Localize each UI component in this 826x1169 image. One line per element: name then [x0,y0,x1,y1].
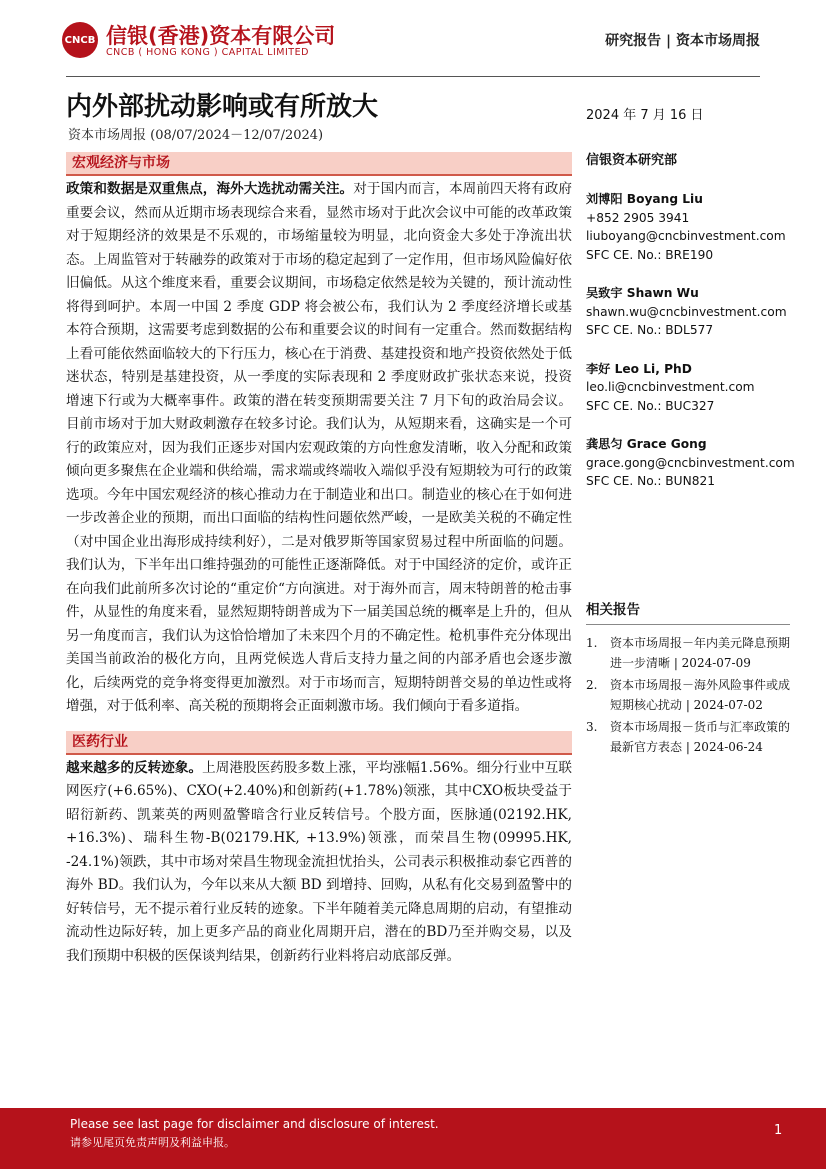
footer-disclaimer-en: Please see last page for disclaimer and disclosure of interest. [70,1117,439,1131]
analyst-card [586,360,786,416]
analyst-name: 李好 Leo Li, PhD [586,361,692,376]
page-title: 内外部扰动影响或有所放大 [66,92,379,122]
analyst-card [586,190,786,264]
research-department: 信银资本研究部 [586,153,678,168]
related-report-text: 资本市场周报－海外风险事件或成短期核心扰动 | 2024-07-02 [610,678,791,712]
analyst-name: 刘博阳 Boyang Liu [586,192,703,206]
paragraph-body: 上周港股医药股多数上涨，平均涨幅1.56%。细分行业中互联网医疗(+6.65%)、CXO(+2.40%)和创新药(+1.78%)领涨，其中CXO板块受益于昭衍新药、凯莱英的两则盈警暗含行业反转信号。个股方面，医脉通(02192.HK, +16.3%)、瑞科生物-B(02179.HK, +13.9%)领涨，而荣昌生物(09995.HK, -24.1%)领跌，其中市场对荣昌生物现金流担忧抬头，公司表示积极推动泰它西普的海外 BD。我们认为，今年以来从大额 BD 到增持、回购，从私有化交易到盈警中的好转信号，无不提示着行业反转的迹象。下半年随着美元降息周期的启动，有望推动流动性边际好转，加上更多产品的商业化周期开启，潜在的BD乃至并购交易，以及我们预期中积极的医保谈判结果，创新药行业料将启动底部反弹。 [66,759,572,964]
section-heading: 医药行业 [66,731,572,755]
analyst-sfc: SFC CE. No.: BUN821 [586,474,715,488]
analyst-sfc: SFC CE. No.: BDL577 [586,323,714,337]
related-report-item[interactable] [586,633,790,673]
related-reports [586,598,790,759]
analyst-sfc: SFC CE. No.: BUC327 [586,398,715,413]
paragraph-body: 对于国内而言，本周前四天将有政府重要会议，然而从近期市场表现综合来看，显然市场对于此次会议中可能的改革政策对于短期经济的效果是不乐观的，市场缩量较为明显，北向资金大多处于净流出状态。上周监管对于转融券的政策对于市场的稳定起到了一定作用，但市场风险偏好依旧偏低。从这个维度来看，重要会议期间，市场稳定依然是较为关键的，预计流动性将得到呵护。本周一中国 2 季度 GDP 将会被公布，我们认为 2 季度经济增长或基本符合预期，这需要考虑到数据的公布和重要会议的时间有一定重合。然而数据结构上看可能依然面临较大的下行压力，核心在于消费、基建投资和地产投资依然处于低迷状态，特别是基建投资，从一季度的实际表现和 2 季度财政扩张状态来说，投资增速下行或为大概率事件。政策的潜在转变预期需要关注 7 月下旬的政治局会议。目前市场对于加大财政刺激存在较多讨论。我们认为，从短期来看，这确实是一个可行的政策应对，因为我们正逐步对国内宏观政策的方向性愈发清晰，收入分配和政策倾向更多聚焦在企业端和供给端，需求端或终端收入端似乎没有短期较为可行的政策选项。今年中国宏观经济的核心推动力在于制造业和出口。制造业的核心在于如何进一步改善企业的预期，而出口面临的结构性问题依然严峻，一是欧美关税的不确定性（对中国企业出海形成持续利好），二是对俄罗斯等国家贸易过程中所面临的问题。我们认为，下半年出口维持强劲的可能性正逐渐降低。对于中国经济的定价，或许正在向我们此前所多次讨论的“重定价“方向演进。对于海外而言，周末特朗普的枪击事件，从显性的角度来看，显然短期特朗普成为下一届美国总统的概率是上升的，但从另一角度而言，我们认为这恰恰增加了未来四个月的不确定性。枪机事件充分体现出美国当前政治的极化方向，且两党候选人背后支持力量之间的内部矛盾也会逐步激化，后续两党的竞争将变得更加激烈。对于市场而言，短期特朗普交易的单边性或将增强，对于低利率、高关税的预期将会正面刺激市场。我们倾向于看多道指。 [66,181,573,714]
section-heading: 宏观经济与市场 [66,152,572,176]
analyst-name: 龚思匀 Grace Gong [586,437,707,451]
list-number: 3. [586,720,598,734]
list-number: 1. [586,636,598,650]
analyst-email[interactable]: grace.gong@cncbinvestment.com [586,455,795,470]
list-number: 2. [586,678,598,692]
report-date: 2024 年 7 月 16 日 [586,108,704,123]
paragraph-lead: 政策和数据是双重焦点，海外大选扰动需关注。 [66,181,354,197]
footer-disclaimer-cn: 请参见尾页免责声明及利益申报。 [70,1136,235,1149]
header-divider [66,76,760,77]
main-content [66,152,572,968]
logo-chinese-name: 信银(香港)资本有限公司 [106,24,336,48]
analyst-name: 吴致宇 Shawn Wu [586,286,699,300]
analyst-email[interactable]: leo.li@cncbinvestment.com [586,380,755,394]
sidebar [586,104,795,511]
related-reports-list [586,633,790,757]
page-footer [0,1108,826,1169]
section-paragraph [66,178,572,719]
analyst-email[interactable]: shawn.wu@cncbinvestment.com [586,304,787,319]
related-report-item[interactable] [586,717,790,757]
company-logo [62,20,336,60]
page-number: 1 [774,1123,783,1138]
related-report-text: 资本市场周报－年内美元降息预期进一步清晰 | 2024-07-09 [610,636,791,670]
related-report-text: 资本市场周报－货币与汇率政策的最新官方表态 | 2024-06-24 [610,720,791,754]
analyst-sfc: SFC CE. No.: BRE190 [586,247,714,262]
related-report-item[interactable] [586,675,790,715]
paragraph-lead: 越来越多的反转迹象。 [66,759,203,776]
report-type: 研究报告 | 资本市场周报 [605,33,760,49]
logo-english-name: CNCB ( HONG KONG ) CAPITAL LIMITED [106,47,309,58]
analyst-card [586,284,786,340]
logo-mark-icon: CNCB [62,22,98,58]
analyst-phone: +852 2905 3941 [586,210,690,225]
section-pharma [66,731,572,969]
page-subtitle: 资本市场周报 (08/07/2024－12/07/2024) [68,128,324,143]
section-macro [66,152,572,719]
analyst-card [586,435,795,491]
analyst-email[interactable]: liuboyang@cncbinvestment.com [586,229,786,243]
related-reports-title: 相关报告 [586,598,790,625]
section-paragraph [66,757,572,969]
